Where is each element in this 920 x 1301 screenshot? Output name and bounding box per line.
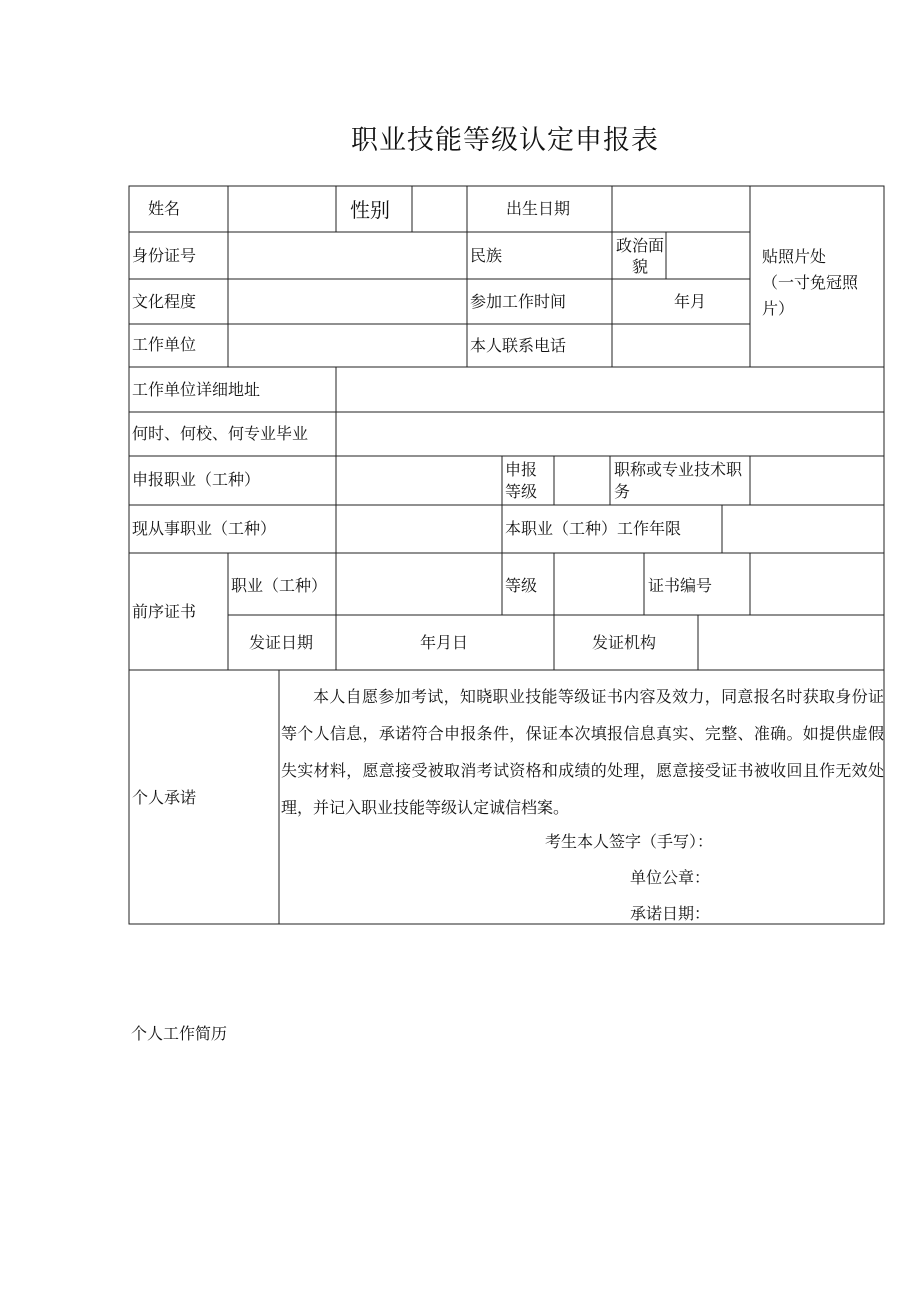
graduation-label: 何时、何校、何专业毕业 [132, 424, 309, 443]
certificate-number-label: 证书编号 [648, 576, 713, 595]
photo-hint: （一寸免冠照片） [762, 273, 859, 318]
apply-level-label: 申报等级 [505, 460, 538, 501]
commitment-text: 本人自愿参加考试，知晓职业技能等级证书内容及效力，同意报名时获取身份证等个人信息，承诺符合申报条件，保证本次填报信息真实、完整、准确。如提供虚假失实材料，愿意接受被取消考试资格和成绩的处理，愿意接受证书被收回且作无效处理，并记入职业技能等级认定诚信档案。 [281, 687, 884, 817]
birth-date-label: 出生日期 [506, 199, 571, 218]
ethnicity-label: 民族 [470, 246, 503, 265]
issuing-authority-label: 发证机构 [592, 633, 657, 652]
political-status-label: 政治面貌 [615, 236, 664, 276]
employer-address-label: 工作单位详细地址 [132, 380, 261, 399]
name-label: 姓名 [148, 199, 181, 218]
id-number-label: 身份证号 [132, 246, 197, 265]
prior-level-label: 等级 [505, 576, 538, 595]
signature-line: 考生本人签字（手写）： [545, 832, 714, 851]
issue-date-value: 年月日 [420, 633, 469, 652]
form-title: 职业技能等级认定申报表 [351, 125, 659, 156]
years-in-occupation-label: 本职业（工种）工作年限 [505, 519, 682, 538]
prior-occupation-label: 职业（工种） [231, 576, 328, 595]
unit-seal-line: 单位公章： [630, 868, 711, 887]
employer-label: 工作单位 [132, 335, 197, 354]
commit-date-line: 承诺日期： [630, 904, 711, 923]
apply-occupation-label: 申报职业（工种） [132, 470, 261, 489]
gender-label: 性别 [350, 198, 390, 222]
resume-heading: 个人工作简历 [131, 1024, 228, 1043]
current-occupation-label: 现从事职业（工种） [132, 519, 277, 538]
photo-area [762, 244, 882, 322]
issue-date-label: 发证日期 [249, 633, 314, 652]
work-start-label: 参加工作时间 [470, 292, 567, 311]
prior-certificate-label: 前序证书 [132, 602, 197, 621]
education-label: 文化程度 [132, 292, 197, 311]
title-or-tech-post-label: 职称或专业技术职务 [614, 460, 743, 501]
phone-label: 本人联系电话 [470, 336, 567, 355]
photo-label: 贴照片处 [762, 247, 827, 266]
personal-commitment-label: 个人承诺 [132, 788, 197, 807]
work-start-value: 年月 [674, 292, 707, 311]
